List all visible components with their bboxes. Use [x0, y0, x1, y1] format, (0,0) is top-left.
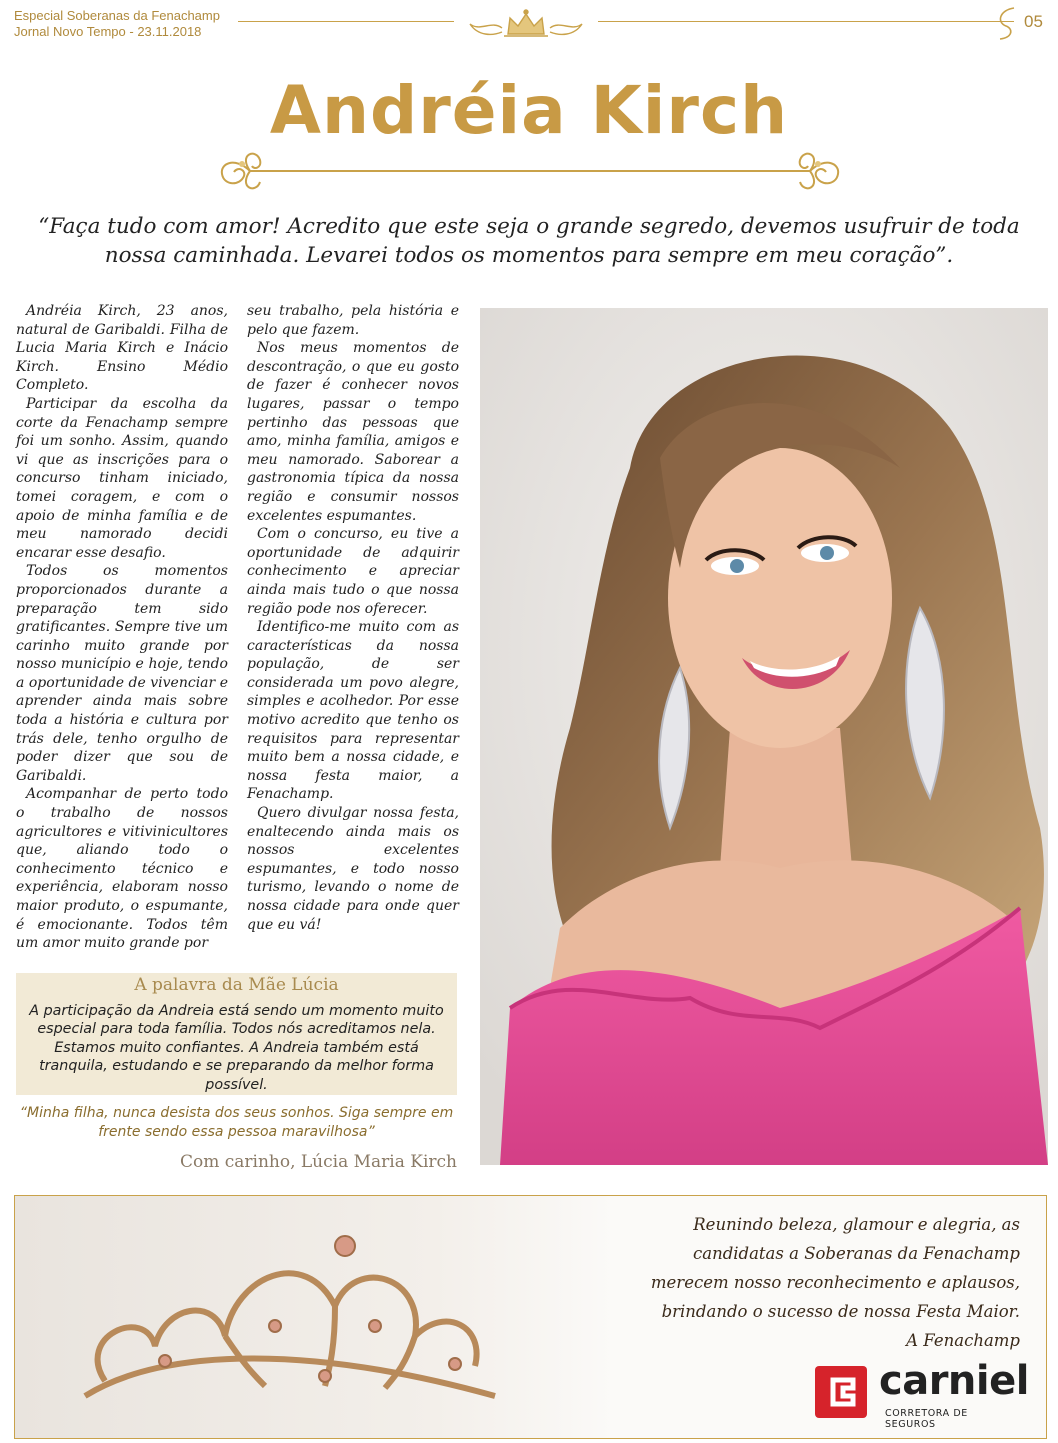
logo-wordmark: carniel [879, 1358, 1029, 1404]
portrait-photo [480, 308, 1048, 1165]
header-rule-left [238, 21, 454, 22]
header-info [14, 8, 220, 40]
ad-line: A Fenachamp [906, 1331, 1020, 1350]
header-rule-right [598, 21, 1014, 22]
mother-quote: “Minha filha, nunca desista dos seus sonhos. Siga sempre em frente sendo essa pessoa maravilhosa” [19, 1105, 454, 1140]
tiara-image [15, 1196, 615, 1438]
paragraph: Com o concurso, eu tive a oportunidade de adquirir conhecimento e apreciar ainda mais tudo o que nossa região pode nos oferecer. [247, 526, 459, 617]
title-flourish-icon [214, 146, 846, 196]
article-column-2 [247, 302, 459, 934]
ad-line: Reunindo beleza, glamour e alegria, as [693, 1215, 1020, 1234]
ad-message [635, 1210, 1020, 1355]
paragraph: Nos meus momentos de descontração, o que eu gosto de fazer é conhecer novos lugares, passar o tempo pertinho das pessoas que amo, minha família, amigos e meu namorado. Saborear a gastronomia típica da nossa região e consumir nossos excelentes espumantes. [247, 340, 459, 524]
page-title: Andréia Kirch [269, 72, 789, 149]
paragraph: Identifico-me muito com as características da nossa população, de ser considerada um povo alegre, simples e acolhedor. Por esse motivo acredito que tenho os requisitos para representar muito bem a nossa cidade, e nossa festa maior, a Fenachamp. [247, 619, 459, 803]
logo-subtitle: CORRETORA DE SEGUROS [885, 1408, 968, 1430]
ad-line: merecem nosso reconhecimento e aplausos, [650, 1273, 1020, 1292]
carniel-logo-mark-icon [815, 1366, 867, 1418]
mother-signature: Com carinho, Lúcia Maria Kirch [179, 1152, 457, 1172]
ad-line: candidatas a Soberanas da Fenachamp [692, 1244, 1020, 1263]
mother-statement-box [16, 973, 457, 1095]
header-line-2: Jornal Novo Tempo - 23.11.2018 [14, 24, 202, 39]
paragraph: Todos os momentos proporcionados durante a preparação tem sido gratificantes. Sempre tive um carinho muito grande por nosso município e hoje, tendo a oportunidade de vivenciar e aprender ainda mais sobre toda a história e cultura por trás dele, tenho orgulho de poder dizer que sou de Garibaldi. [16, 563, 228, 784]
mother-box-title: A palavra da Mãe Lúcia [134, 975, 339, 995]
paragraph: Acompanhar de perto todo o trabalho de nossos agricultores e vitivinicultores que, aliando todo o conhecimento técnico e experiência, elaboram nosso maior produto, o espumante, é emocionante. Todos têm um amor muito grande por [16, 786, 228, 952]
paragraph: seu trabalho, pela história e pelo que fazem. [247, 303, 459, 338]
ad-line: brindando o sucesso de nossa Festa Maior. [661, 1302, 1020, 1321]
carniel-logo [815, 1358, 1029, 1430]
mother-box-text: A participação da Andreia está sendo um momento muito especial para toda família. Todos nós acreditamos nela. Estamos muito confiantes. A Andreia também está tranquila, estudando e se preparando da melhor forma possível. [29, 1003, 444, 1093]
header-line-1: Especial Soberanas da Fenachamp [14, 8, 220, 23]
crown-ornament-icon [468, 6, 584, 44]
scroll-ornament-icon [990, 4, 1020, 42]
paragraph: Andréia Kirch, 23 anos, natural de Garibaldi. Filha de Lucia Maria Kirch e Inácio Kirch. Ensino Médio Completo. [16, 303, 228, 394]
paragraph: Participar da escolha da corte da Fenachamp sempre foi um sonho. Assim, quando vi que as inscrições para o concurso tinham iniciado, tomei coragem, e com o apoio de minha família e de meu namorado decidi encarar esse desafio. [16, 395, 228, 561]
article-column-1 [16, 302, 228, 953]
page-number: 05 [1024, 12, 1043, 31]
pull-quote: “Faça tudo com amor! Acredito que este seja o grande segredo, devemos usufruir de toda nossa caminhada. Levarei todos os momentos para sempre em meu coração”. [38, 214, 1020, 268]
sponsor-advertisement [14, 1195, 1047, 1439]
paragraph: Quero divulgar nossa festa, enaltecendo ainda mais os nossos excelentes espumantes, e todo nosso turismo, levando o nome de nossa cidade para onde quer que eu vá! [247, 805, 459, 933]
